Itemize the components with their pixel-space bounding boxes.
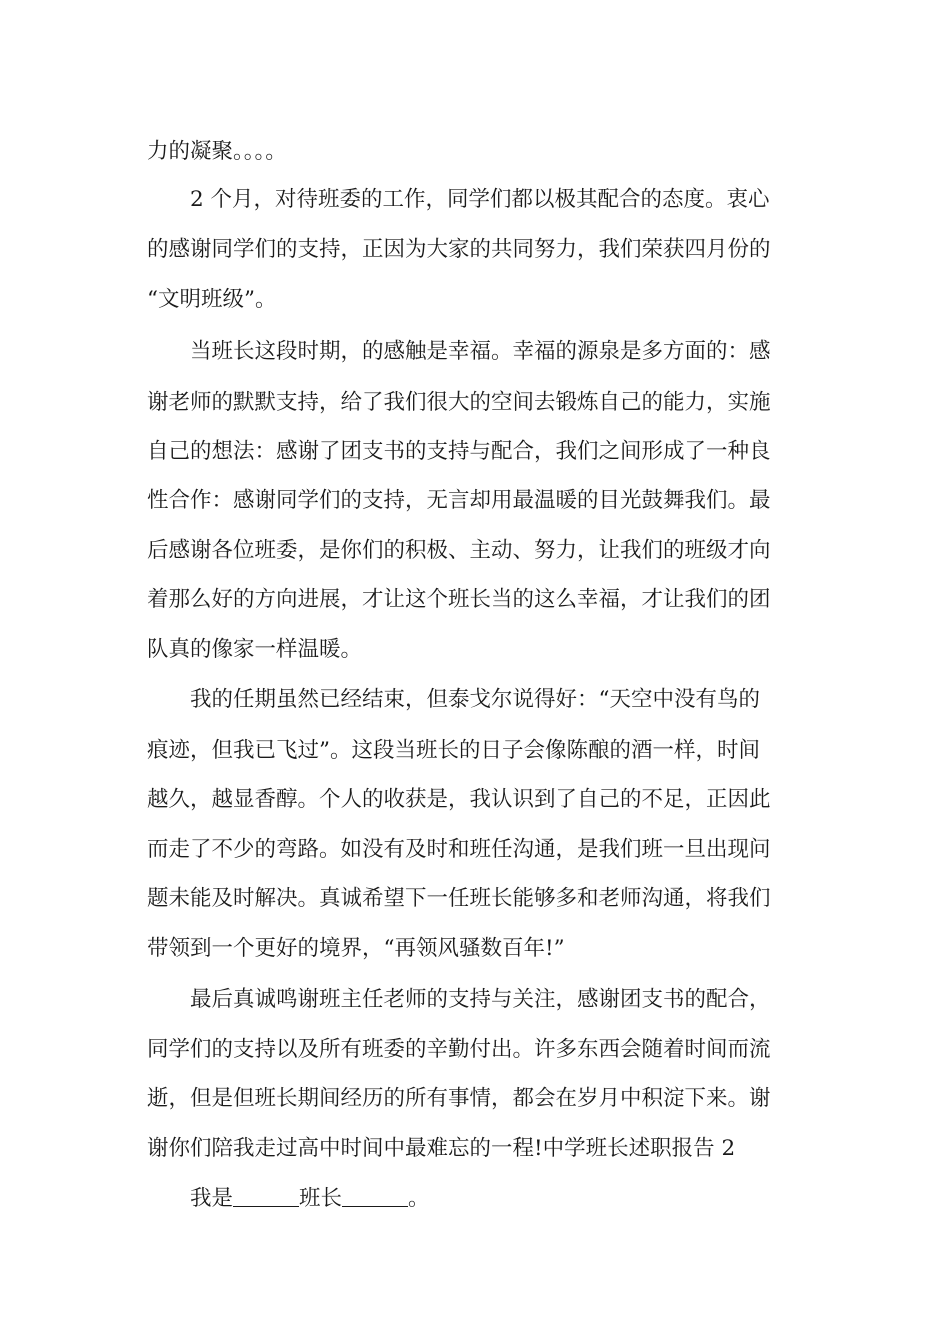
text-line: 谢老师的默默支持，给了我们很大的空间去锻炼自己的能力，实施 (147, 390, 771, 415)
text-line: 2 个月，对待班委的工作，同学们都以极其配合的态度。衷心 (190, 187, 770, 212)
text-line: “文明班级”。 (147, 287, 277, 312)
text-line: 同学们的支持以及所有班委的辛勤付出。许多东西会随着时间而流 (147, 1037, 771, 1062)
text-line: 我的任期虽然已经结束，但泰戈尔说得好：“天空中没有鸟的 (190, 687, 760, 712)
fill-in-prefix: 我是 (190, 1186, 234, 1211)
text-line: 性合作：感谢同学们的支持，无言却用最温暖的目光鼓舞我们。最 (147, 488, 771, 513)
text-line: 题未能及时解决。真诚希望下一任班长能够多和老师沟通，将我们 (147, 886, 771, 911)
blank-name-field[interactable] (342, 1182, 408, 1207)
text-line: 谢你们陪我走过高中时间中最难忘的一程!中学班长述职报告 2 (147, 1136, 736, 1161)
text-line: 越久，越显香醇。个人的收获是，我认识到了自己的不足，正因此 (147, 787, 771, 812)
text-line: 的感谢同学们的支持，正因为大家的共同努力，我们荣获四月份的 (147, 237, 771, 262)
text-line: 当班长这段时期，的感触是幸福。幸福的源泉是多方面的：感 (190, 339, 771, 364)
blank-class-field[interactable] (233, 1182, 299, 1207)
text-line: 力的凝聚。。。。 (147, 139, 287, 164)
text-line: 队真的像家一样温暖。 (147, 637, 363, 662)
fill-in-middle: 班长 (299, 1186, 343, 1211)
text-line: 逝，但是但班长期间经历的所有事情，都会在岁月中积淀下来。谢 (147, 1086, 771, 1111)
text-line: 痕迹，但我已飞过”。这段当班长的日子会像陈酿的酒一样，时间 (147, 738, 760, 763)
fill-in-suffix: 。 (408, 1186, 430, 1211)
fill-in-line (190, 1179, 860, 1219)
text-line: 着那么好的方向进展，才让这个班长当的这么幸福，才让我们的团 (147, 587, 771, 612)
text-line: 后感谢各位班委，是你们的积极、主动、努力，让我们的班级才向 (147, 538, 771, 563)
text-line: 而走了不少的弯路。如没有及时和班任沟通，是我们班一旦出现问 (147, 837, 771, 862)
text-line: 带领到一个更好的境界，“再领风骚数百年!” (147, 936, 565, 961)
text-line: 最后真诚鸣谢班主任老师的支持与关注，感谢团支书的配合， (190, 987, 771, 1012)
text-line: 自己的想法：感谢了团支书的支持与配合，我们之间形成了一种良 (147, 439, 771, 464)
